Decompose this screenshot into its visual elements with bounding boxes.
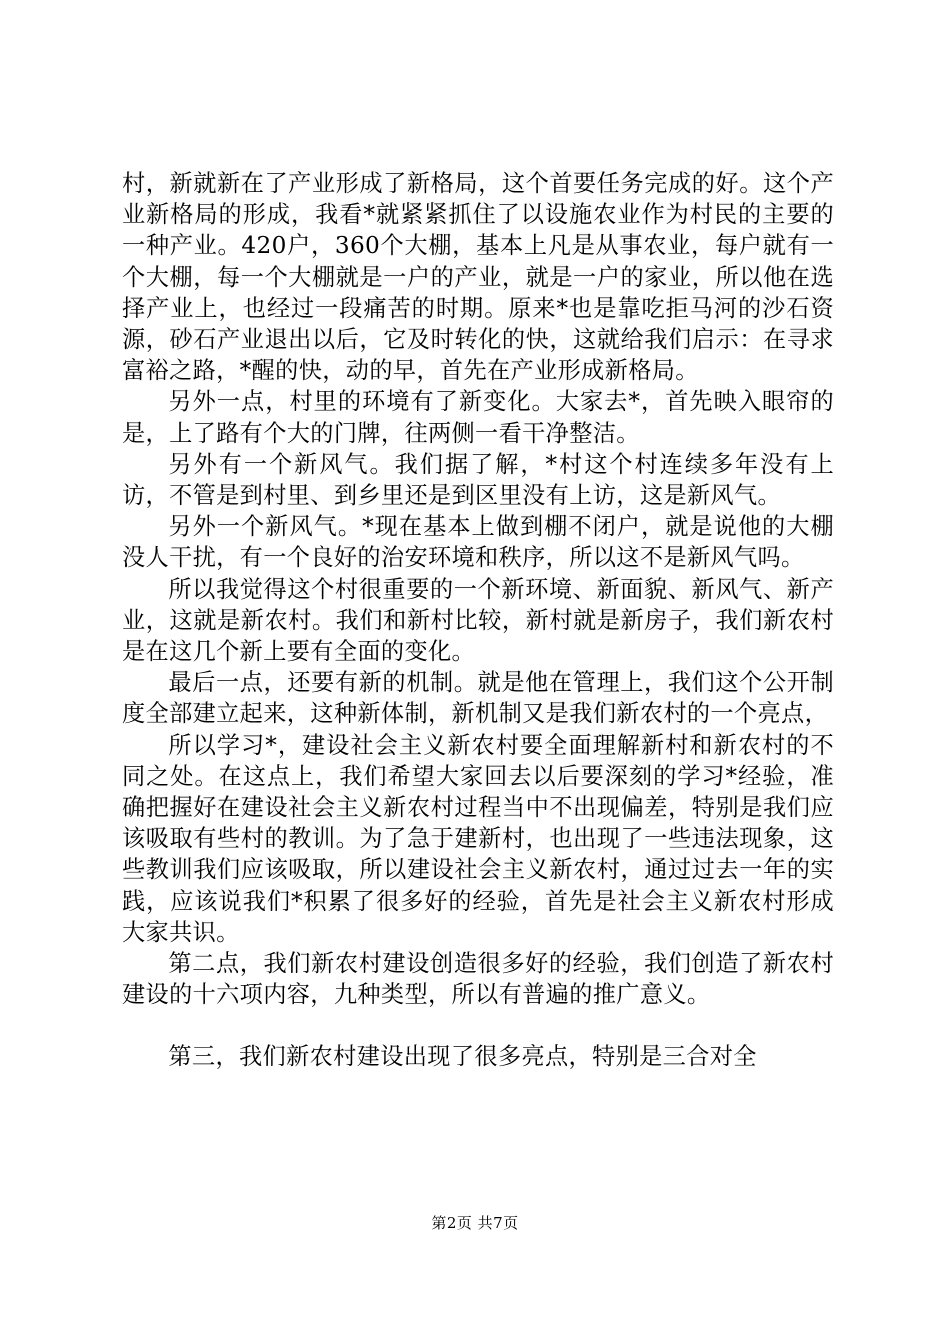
paragraph: 另外一点，村里的环境有了新变化。大家去*，首先映入眼帘的是，上了路有个大的门牌，往两侧一看干净整洁。 [122, 388, 834, 447]
document-body [122, 168, 834, 1073]
paragraph: 第三，我们新农村建设出现了很多亮点，特别是三合对全 [168, 1043, 757, 1071]
paragraph: 村，新就新在了产业形成了新格局，这个首要任务完成的好。这个产业新格局的形成，我看*就紧紧抓住了以设施农业作为村民的主要的一种产业。420户，360个大棚，基本上凡是从事农业，每户就有一个大棚，每一个大棚就是一户的产业，就是一户的家业，所以他在选择产业上，也经过一段痛苦的时期。原来*也是靠吃拒马河的沙石资源，砂石产业退出以后，它及时转化的快，这就给我们启示：在寻求富裕之路，*醒的快，动的早，首先在产业形成新格局。 [122, 170, 834, 385]
paragraph: 另外一个新风气。*现在基本上做到棚不闭户，就是说他的大棚没人干扰，有一个良好的治安环境和秩序，所以这不是新风气吗。 [122, 513, 834, 572]
paragraph: 另外有一个新风气。我们据了解，*村这个村连续多年没有上访，不管是到村里、到乡里还是到区里没有上访，这是新风气。 [122, 450, 834, 510]
page-number-footer: 第2页 共7页 [431, 1214, 519, 1232]
paragraph: 第二点，我们新农村建设创造很多好的经验，我们创造了新农村建设的十六项内容，九种类型，所以有普遍的推广意义。 [122, 950, 834, 1009]
paragraph: 最后一点，还要有新的机制。就是他在管理上，我们这个公开制度全部建立起来，这种新体制，新机制又是我们新农村的一个亮点， [122, 669, 834, 728]
paragraph: 所以我觉得这个村很重要的一个新环境、新面貌、新风气、新产业，这就是新农村。我们和新村比较，新村就是新房子，我们新农村是在这几个新上要有全面的变化。 [122, 575, 834, 666]
paragraph: 所以学习*，建设社会主义新农村要全面理解新村和新农村的不同之处。在这点上，我们希望大家回去以后要深刻的学习*经验，准确把握好在建设社会主义新农村过程当中不出现偏差，特别是我们应该吸取有些村的教训。为了急于建新村，也出现了一些违法现象，这些教训我们应该吸取，所以建设社会主义新农村，通过过去一年的实践，应该说我们*积累了很多好的经验，首先是社会主义新农村形成大家共识。 [122, 731, 834, 946]
